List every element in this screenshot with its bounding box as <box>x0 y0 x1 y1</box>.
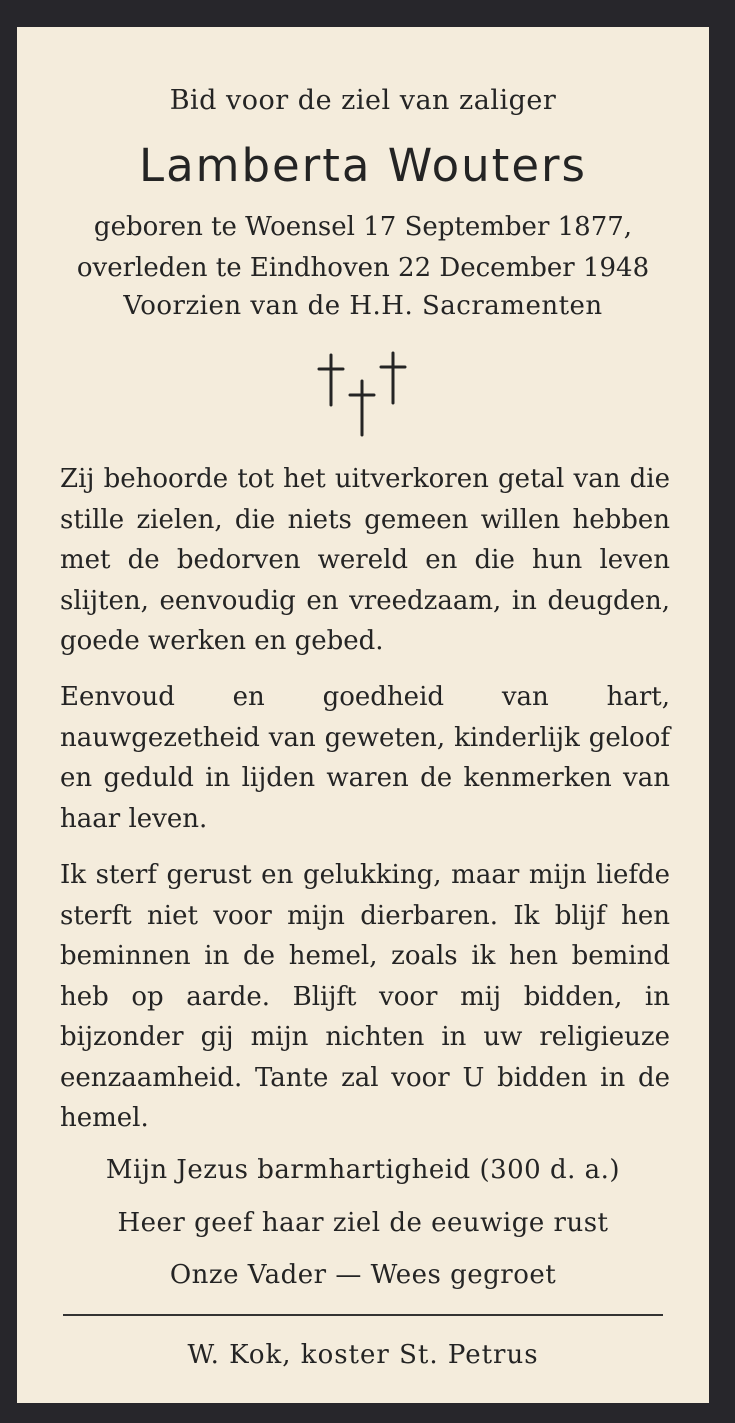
deceased-name: Lamberta Wouters <box>139 139 587 192</box>
paragraph-1: Zij behoorde tot het uitverkoren getal van die stille zielen, die niets gemeen willen hebben met de bedorven wereld en die hun leven slijten, eenvoudig en vreedzaam, in deugden, goede werken en gebed. <box>60 464 670 656</box>
paragraph-2: Eenvoud en goedheid van hart, nauwgezetheid van geweten, kinderlijk geloof en geduld in lijden waren de kenmerken van haar leven. <box>60 682 670 834</box>
prayer-line-3: Onze Vader — Wees gegroet <box>169 1260 557 1290</box>
three-crosses-icon <box>307 349 417 439</box>
prayer-line-1: Mijn Jezus barmhartigheid (300 d. a.) <box>105 1155 621 1185</box>
sacraments-line: Voorzien van de H.H. Sacramenten <box>123 291 603 321</box>
paragraph-3: Ik sterf gerust en gelukking, maar mijn liefde sterft niet voor mijn dierbaren. Ik blijf hen beminnen in de hemel, zoals ik hen bemind heb op aarde. Blijft voor mij bidden, in bijzonder gij mijn nichten in uw religieuze eenzaamheid. Tante zal voor U bidden in de hemel. <box>60 860 670 1133</box>
birth-line: geboren te Woensel 17 September 1877, <box>93 212 633 242</box>
prayer-line-2: Heer geef haar ziel de eeuwige rust <box>117 1208 609 1238</box>
memorial-card <box>17 27 709 1403</box>
footer-divider <box>63 1314 663 1316</box>
intro-text: Bid voor de ziel van zaliger <box>169 85 557 116</box>
printer-credit: W. Kok, koster St. Petrus <box>187 1340 539 1370</box>
death-line: overleden te Eindhoven 22 December 1948 <box>76 253 650 283</box>
